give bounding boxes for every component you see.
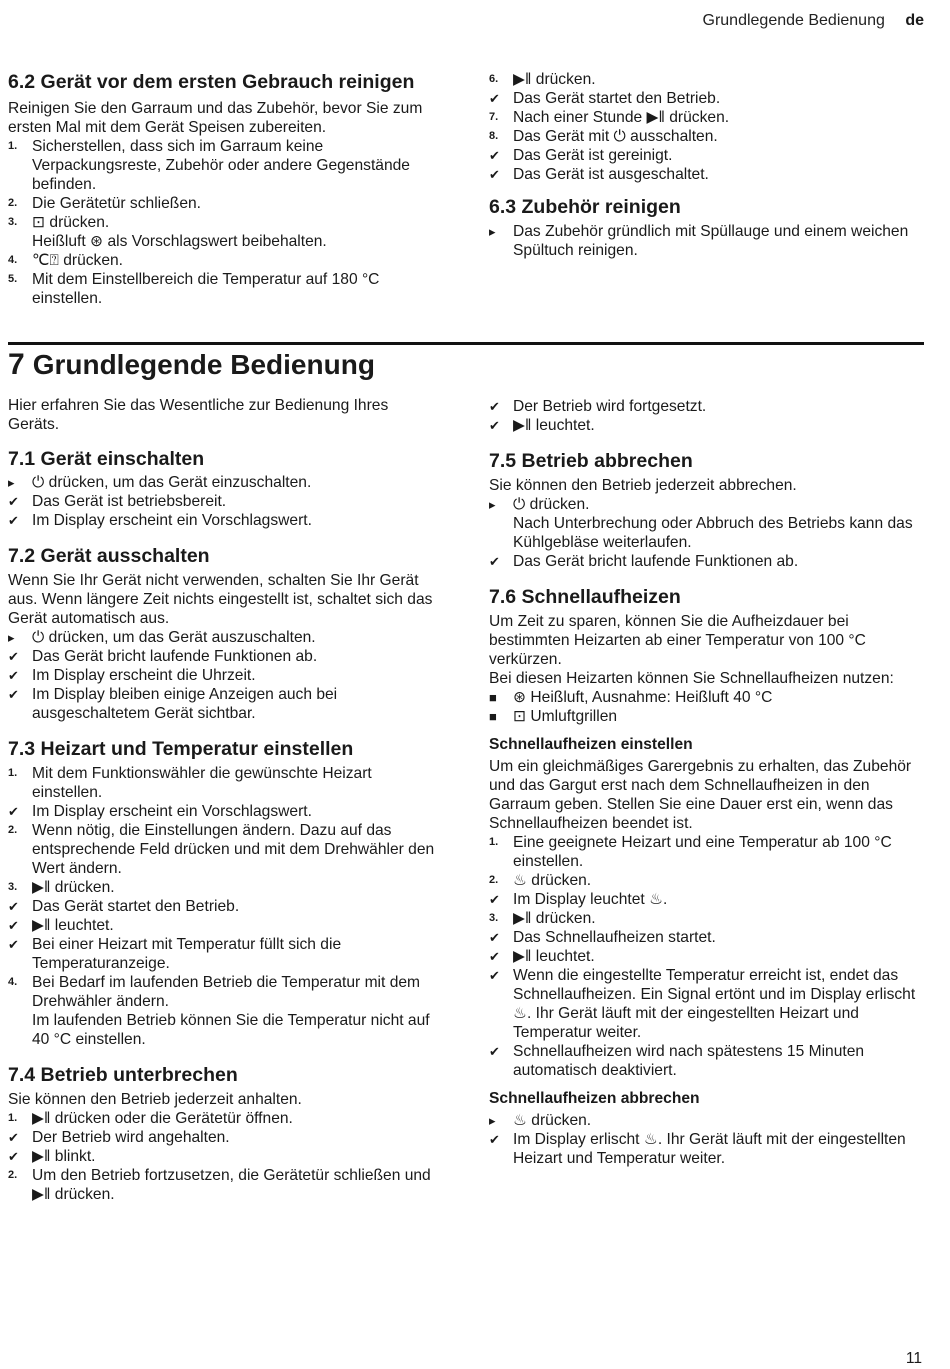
list-item [489, 146, 921, 165]
item-text: Das Zubehör gründlich mit Spüllauge und einem weichen Spültuch reinigen. [513, 223, 909, 259]
section-heading: 7.5 Betrieb abbrechen [489, 450, 693, 472]
check-icon: ✔ [489, 1132, 500, 1147]
paragraph: Sie können den Betrieb jederzeit anhalten. [8, 1091, 302, 1108]
list-item [489, 1111, 921, 1130]
check-icon: ✔ [489, 148, 500, 163]
list-item [489, 416, 921, 435]
chapter-number: 7 [8, 348, 25, 381]
check-icon: ✔ [8, 918, 19, 933]
arrow-icon: ▸ [8, 630, 15, 645]
bullet-icon: ■ [489, 690, 497, 705]
step-number: 1. [8, 140, 18, 152]
list-item [8, 897, 440, 916]
item-text: Nach einer Stunde ▶ǁ drücken. [513, 109, 730, 126]
item-text: ♨ drücken. [513, 1112, 592, 1129]
list-item [489, 222, 921, 260]
list-item [8, 666, 440, 685]
list-item [489, 947, 921, 966]
header-section: Grundlegende Bedienung [702, 12, 885, 29]
chapter-title [8, 346, 375, 384]
step-number: 3. [489, 912, 499, 924]
item-text: ⊛ Heißluft, Ausnahme: Heißluft 40 °C [513, 689, 773, 706]
list-item [489, 833, 921, 871]
item-text: ⊡ Umluftgrillen [513, 708, 618, 725]
right-column [489, 397, 921, 1168]
check-icon: ✔ [8, 668, 19, 683]
item-text: ▶ǁ blinkt. [32, 1148, 96, 1165]
list-item [489, 108, 921, 127]
section-heading: 6.2 Gerät vor dem ersten Gebrauch reinigen [8, 71, 415, 93]
item-text: ♨ drücken. [513, 872, 592, 889]
check-icon: ✔ [8, 687, 19, 702]
list-item [8, 194, 440, 213]
check-icon: ✔ [489, 167, 500, 182]
item-text: Im Display erscheint die Uhrzeit. [32, 667, 256, 684]
step-number: 2. [8, 824, 18, 836]
list-item [8, 1128, 440, 1147]
list-item [8, 821, 440, 878]
header-language: de [905, 12, 924, 29]
item-text: Im Display erlischt ♨. Ihr Gerät läuft mit der eingestellten Heizart und Temperatur weiter. [513, 1131, 906, 1167]
list-item [489, 70, 921, 89]
running-header [703, 12, 925, 30]
instruction-list [489, 1111, 921, 1168]
list-item [489, 909, 921, 928]
step-number: 3. [8, 881, 18, 893]
step-number: 8. [489, 130, 499, 142]
list-item [8, 511, 440, 530]
list-item [8, 647, 440, 666]
list-item [8, 935, 440, 973]
list-item [489, 890, 921, 909]
chapter-name: Grundlegende Bedienung [32, 349, 375, 380]
chapter-rule [8, 342, 924, 345]
item-text: Das Gerät ist gereinigt. [513, 147, 673, 164]
item-text: Das Gerät ist ausgeschaltet. [513, 166, 709, 183]
list-item [8, 251, 440, 270]
paragraph: Sie können den Betrieb jederzeit abbrechen. [489, 477, 797, 494]
step-number: 2. [489, 874, 499, 886]
item-text: Nach Unterbrechung oder Abbruch des Betriebs kann das Kühlgebläse weiterlaufen. [513, 515, 913, 551]
check-icon: ✔ [8, 1130, 19, 1145]
step-number: 4. [8, 254, 18, 266]
subsection-heading: Schnellaufheizen einstellen [489, 736, 693, 753]
check-icon: ✔ [8, 494, 19, 509]
item-text: ⊡ drücken. [32, 214, 110, 231]
arrow-icon: ▸ [489, 1113, 496, 1128]
check-icon: ✔ [8, 804, 19, 819]
step-number: 1. [489, 836, 499, 848]
check-icon: ✔ [489, 949, 500, 964]
list-item [489, 397, 921, 416]
check-icon: ✔ [489, 554, 500, 569]
check-icon: ✔ [489, 399, 500, 414]
bullet-icon: ■ [489, 709, 497, 724]
check-icon: ✔ [489, 418, 500, 433]
item-text: ⏻ drücken. [513, 496, 590, 513]
item-text: Mit dem Einstellbereich die Temperatur auf 180 °C einstellen. [32, 271, 380, 307]
instruction-list [489, 495, 921, 571]
step-number: 2. [8, 197, 18, 209]
item-text: ▶ǁ drücken. [513, 71, 596, 88]
list-item [8, 473, 440, 492]
paragraph: Bei diesen Heizarten können Sie Schnellaufheizen nutzen: [489, 670, 894, 687]
list-item [8, 213, 440, 232]
step-number: 1. [8, 1112, 18, 1124]
list-item [8, 1147, 440, 1166]
list-item [489, 165, 921, 184]
item-text: Bei Bedarf im laufenden Betrieb die Temperatur mit dem Drehwähler ändern. [32, 974, 421, 1010]
step-number: 2. [8, 1169, 18, 1181]
list-item [8, 232, 440, 251]
list-item [489, 966, 921, 1042]
list-item [489, 514, 921, 552]
check-icon: ✔ [8, 937, 19, 952]
list-item [489, 707, 921, 726]
item-text: Das Gerät mit ⏻ ausschalten. [513, 128, 718, 145]
check-icon: ✔ [489, 968, 500, 983]
item-text: ▶ǁ drücken. [32, 879, 115, 896]
item-text: Das Gerät bricht laufende Funktionen ab. [32, 648, 318, 665]
list-item [8, 685, 440, 723]
list-item [8, 1166, 440, 1204]
instruction-list [8, 764, 440, 1049]
instruction-list [489, 397, 921, 435]
list-item [489, 1042, 921, 1080]
check-icon: ✔ [8, 1149, 19, 1164]
step-list [8, 137, 440, 308]
step-number: 6. [489, 73, 499, 85]
list-item [489, 552, 921, 571]
item-text: Im laufenden Betrieb können Sie die Temperatur nicht auf 40 °C einstellen. [32, 1012, 430, 1048]
list-item [489, 871, 921, 890]
item-text: Heißluft ⊛ als Vorschlagswert beibehalten. [32, 233, 327, 250]
list-item [8, 802, 440, 821]
section-heading: 7.2 Gerät ausschalten [8, 545, 210, 567]
item-text: Schnellaufheizen wird nach spätestens 15 Minuten automatisch deaktiviert. [513, 1043, 865, 1079]
instruction-list [8, 1109, 440, 1204]
item-text: Im Display bleiben einige Anzeigen auch bei ausgeschaltetem Gerät sichtbar. [32, 686, 338, 722]
paragraph: Um ein gleichmäßiges Garergebnis zu erhalten, das Zubehör und das Gargut erst nach dem Schnellaufheizen in den Garraum geben. Stellen Sie eine Dauer erst ein, wenn das Schnellaufheizen beendet ist. [489, 758, 912, 832]
list-item [8, 492, 440, 511]
item-text: Der Betrieb wird fortgesetzt. [513, 398, 707, 415]
check-icon: ✔ [8, 649, 19, 664]
item-text: Der Betrieb wird angehalten. [32, 1129, 230, 1146]
bullet-list [489, 688, 921, 726]
check-icon: ✔ [489, 1044, 500, 1059]
check-icon: ✔ [489, 91, 500, 106]
item-text: ▶ǁ leuchtet. [513, 417, 595, 434]
list-item [8, 1109, 440, 1128]
list-item [8, 878, 440, 897]
item-text: Das Gerät startet den Betrieb. [513, 90, 721, 107]
section-6-2 [8, 70, 440, 308]
arrow-icon: ▸ [489, 224, 496, 239]
item-text: ▶ǁ drücken. [513, 910, 596, 927]
item-text: ▶ǁ drücken oder die Gerätetür öffnen. [32, 1110, 293, 1127]
instruction-list [8, 628, 440, 723]
list-item [8, 1011, 440, 1049]
page-number: 11 [905, 1350, 922, 1367]
item-text: ▶ǁ leuchtet. [513, 948, 595, 965]
subsection-heading: Schnellaufheizen abbrechen [489, 1090, 700, 1107]
section-heading: 7.1 Gerät einschalten [8, 448, 205, 470]
section-heading: 7.6 Schnellaufheizen [489, 586, 681, 608]
list-item [8, 270, 440, 308]
instruction-list [8, 473, 440, 530]
instruction-list [489, 222, 921, 260]
step-number: 3. [8, 216, 18, 228]
item-text: Die Gerätetür schließen. [32, 195, 202, 212]
item-text: Im Display leuchtet ♨. [513, 891, 668, 908]
item-text: ⏻ drücken, um das Gerät auszuschalten. [32, 629, 316, 646]
list-item [8, 973, 440, 1011]
paragraph: Um Zeit zu sparen, können Sie die Aufheizdauer bei bestimmten Heizarten ab einer Temperatur von 100 °C verkürzen. [489, 613, 866, 668]
left-column [8, 396, 440, 1204]
section-heading: 7.3 Heizart und Temperatur einstellen [8, 738, 354, 760]
item-text: ⏻ drücken, um das Gerät einzuschalten. [32, 474, 312, 491]
instruction-list [489, 833, 921, 1080]
item-text: Das Gerät startet den Betrieb. [32, 898, 240, 915]
step-number: 5. [8, 273, 18, 285]
check-icon: ✔ [8, 899, 19, 914]
item-text: Eine geeignete Heizart und eine Temperatur ab 100 °C einstellen. [513, 834, 892, 870]
item-text: Sicherstellen, dass sich im Garraum keine Verpackungsreste, Zubehör oder andere Gegenstände befinden. [32, 138, 410, 193]
list-item [489, 688, 921, 707]
arrow-icon: ▸ [489, 497, 496, 512]
paragraph: Wenn Sie Ihr Gerät nicht verwenden, schalten Sie Ihr Gerät aus. Wenn längere Zeit nichts eingestellt ist, schaltet sich das Gerät automatisch aus. [8, 572, 433, 627]
chapter-intro: Hier erfahren Sie das Wesentliche zur Bedienung Ihres Geräts. [8, 397, 389, 433]
step-list [489, 70, 921, 184]
step-number: 7. [489, 111, 499, 123]
section-heading: 7.4 Betrieb unterbrechen [8, 1064, 238, 1086]
check-icon: ✔ [489, 930, 500, 945]
item-text: Im Display erscheint ein Vorschlagswert. [32, 512, 312, 529]
item-text: Das Schnellaufheizen startet. [513, 929, 716, 946]
section-6-2-continued [489, 70, 921, 260]
step-number: 1. [8, 767, 18, 779]
list-item [8, 764, 440, 802]
arrow-icon: ▸ [8, 475, 15, 490]
item-text: Wenn die eingestellte Temperatur erreicht ist, endet das Schnellaufheizen. Ein Signal ertönt und im Display erlischt ♨. Ihr Gerät läuft mit der eingestellten Heizart und Temperatur weiter. [513, 967, 916, 1041]
list-item [489, 495, 921, 514]
item-text: Mit dem Funktionswähler die gewünschte Heizart einstellen. [32, 765, 372, 801]
check-icon: ✔ [8, 513, 19, 528]
check-icon: ✔ [489, 892, 500, 907]
step-number: 4. [8, 976, 18, 988]
section-heading: 6.3 Zubehör reinigen [489, 196, 681, 218]
list-item [489, 1130, 921, 1168]
item-text: ℃⍰ drücken. [32, 252, 124, 269]
list-item [8, 137, 440, 194]
list-item [489, 127, 921, 146]
item-text: Um den Betrieb fortzusetzen, die Gerätetür schließen und ▶ǁ drücken. [32, 1167, 431, 1203]
paragraph: Reinigen Sie den Garraum und das Zubehör, bevor Sie zum ersten Mal mit dem Gerät Speisen zubereiten. [8, 100, 423, 136]
item-text: Im Display erscheint ein Vorschlagswert. [32, 803, 312, 820]
list-item [8, 628, 440, 647]
item-text: Bei einer Heizart mit Temperatur füllt sich die Temperaturanzeige. [32, 936, 342, 972]
list-item [489, 89, 921, 108]
item-text: Das Gerät bricht laufende Funktionen ab. [513, 553, 799, 570]
list-item [489, 928, 921, 947]
item-text: Das Gerät ist betriebsbereit. [32, 493, 227, 510]
item-text: Wenn nötig, die Einstellungen ändern. Dazu auf das entsprechende Feld drücken und mit dem Drehwähler den Wert ändern. [32, 822, 435, 877]
item-text: ▶ǁ leuchtet. [32, 917, 114, 934]
list-item [8, 916, 440, 935]
